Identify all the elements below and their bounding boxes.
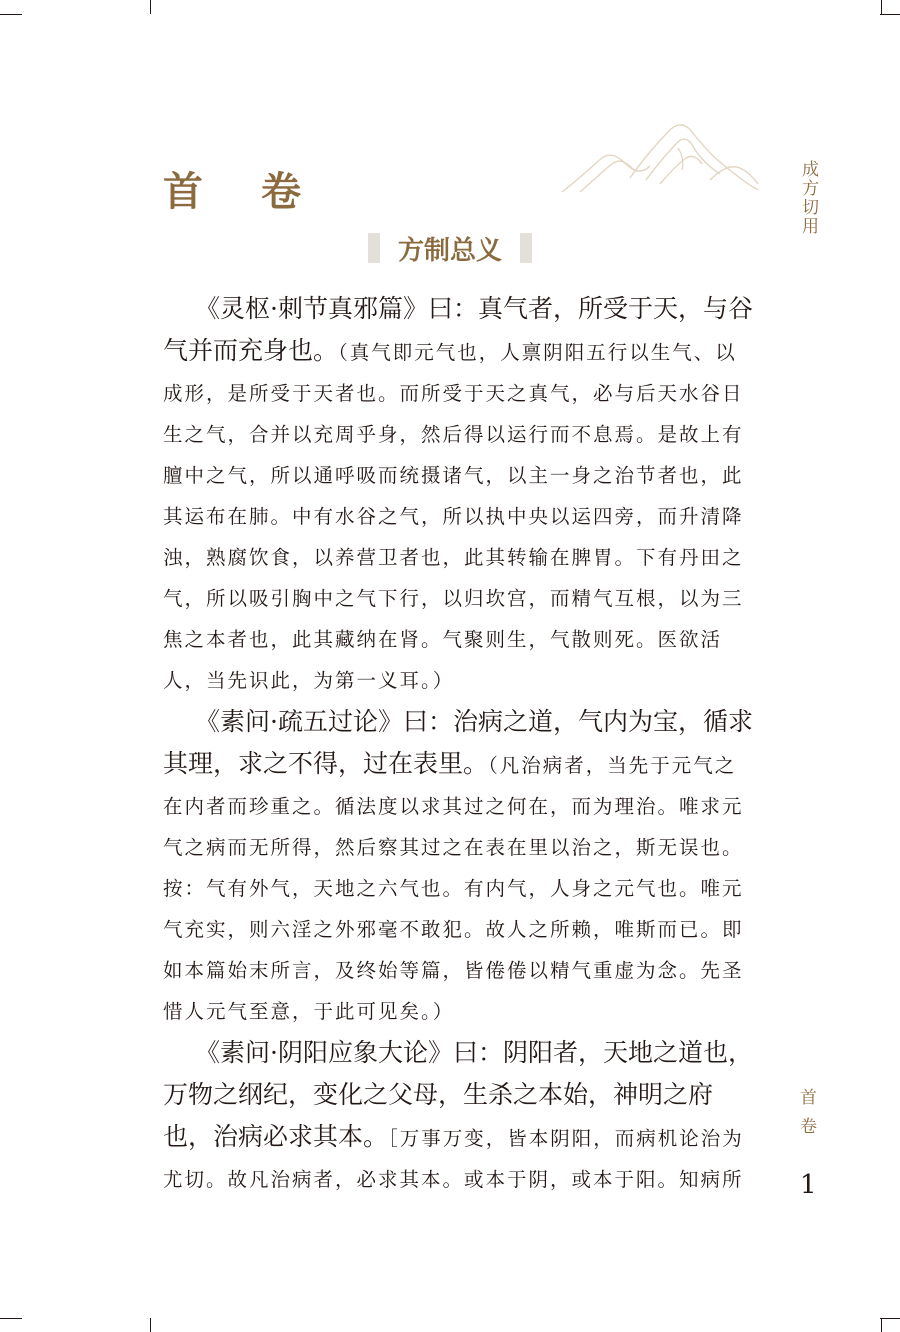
- page-number: 1: [800, 1170, 817, 1200]
- section-title: 方制总义: [398, 235, 503, 266]
- commentary: （真气即元气也，人禀阴阳五行以生气、以成形，是所受于天者也。而所受于天之真气，必与后天水谷日生之气，合并以充周乎身，然后得以运行而不息焉。是故上有膻中之气，所以通呼吸而统摄诸气，以主一身之治节者也，此其运布在肺。中有水谷之气，所以执中央以运四旁，而升清降浊，熟腐饮食，以养营卫者也，此其转输在脾胃。下有丹田之气，所以吸引胸中之气下行，以归坎宫，而精气互根，以为三焦之本者也，此其藏纳在肾。气聚则生，气散则死。医欲活人，当先识此，为第一义耳。）: [163, 341, 744, 692]
- paragraph: [163, 288, 755, 701]
- commentary: （凡治病者，当先于元气之在内者而珍重之。循法度以求其过之何在，而为理治。唯求元气之病而无所得，然后察其过之在表在里以治之，斯无误也。按：气有外气，天地之六气也。有内气，人身之元气也。唯元气充实，则六淫之外邪毫不敢犯。故人之所赖，唯斯而已。即如本篇始末所言，及终始等篇，皆倦倦以精气重虚为念。先圣惜人元气至意，于此可见矣。）: [163, 754, 744, 1023]
- classic-quote: 《素问·疏五过论》曰：治病之道，气内为宝，循求其理，求之不得，过在表里。: [163, 707, 753, 778]
- classic-quote: 《素问·阴阳应象大论》曰：阴阳者，天地之道也，万物之纲纪，变化之父母，生杀之本始，神明之府也，治病必求其本。: [163, 1038, 753, 1151]
- mountain-ornament: [560, 118, 760, 198]
- crop-mark: [880, 1318, 900, 1319]
- section-heading: [368, 228, 532, 268]
- crop-mark: [150, 1318, 151, 1332]
- heading-bar-right: [520, 233, 532, 263]
- body-text: [163, 288, 755, 1200]
- crop-mark: [0, 1318, 22, 1319]
- crop-mark: [0, 14, 22, 15]
- running-book-title: 成方切用: [798, 160, 818, 236]
- running-chapter-title: 首卷: [796, 1088, 816, 1146]
- commentary: ［万事万变，皆本阴阳，而病机论治为尤切。故凡治病者，必求其本。或本于阴，或本于阳。知病所: [163, 1127, 744, 1191]
- chapter-title: 首卷: [163, 168, 359, 215]
- crop-mark: [881, 1318, 882, 1332]
- crop-mark: [880, 14, 900, 15]
- paragraph: [163, 1032, 755, 1200]
- classic-quote: 《灵枢·刺节真邪篇》曰：真气者，所受于天，与谷气并而充身也。: [163, 294, 753, 365]
- crop-mark: [881, 0, 882, 14]
- paragraph: [163, 701, 755, 1032]
- heading-bar-left: [368, 233, 380, 263]
- crop-mark: [150, 0, 151, 14]
